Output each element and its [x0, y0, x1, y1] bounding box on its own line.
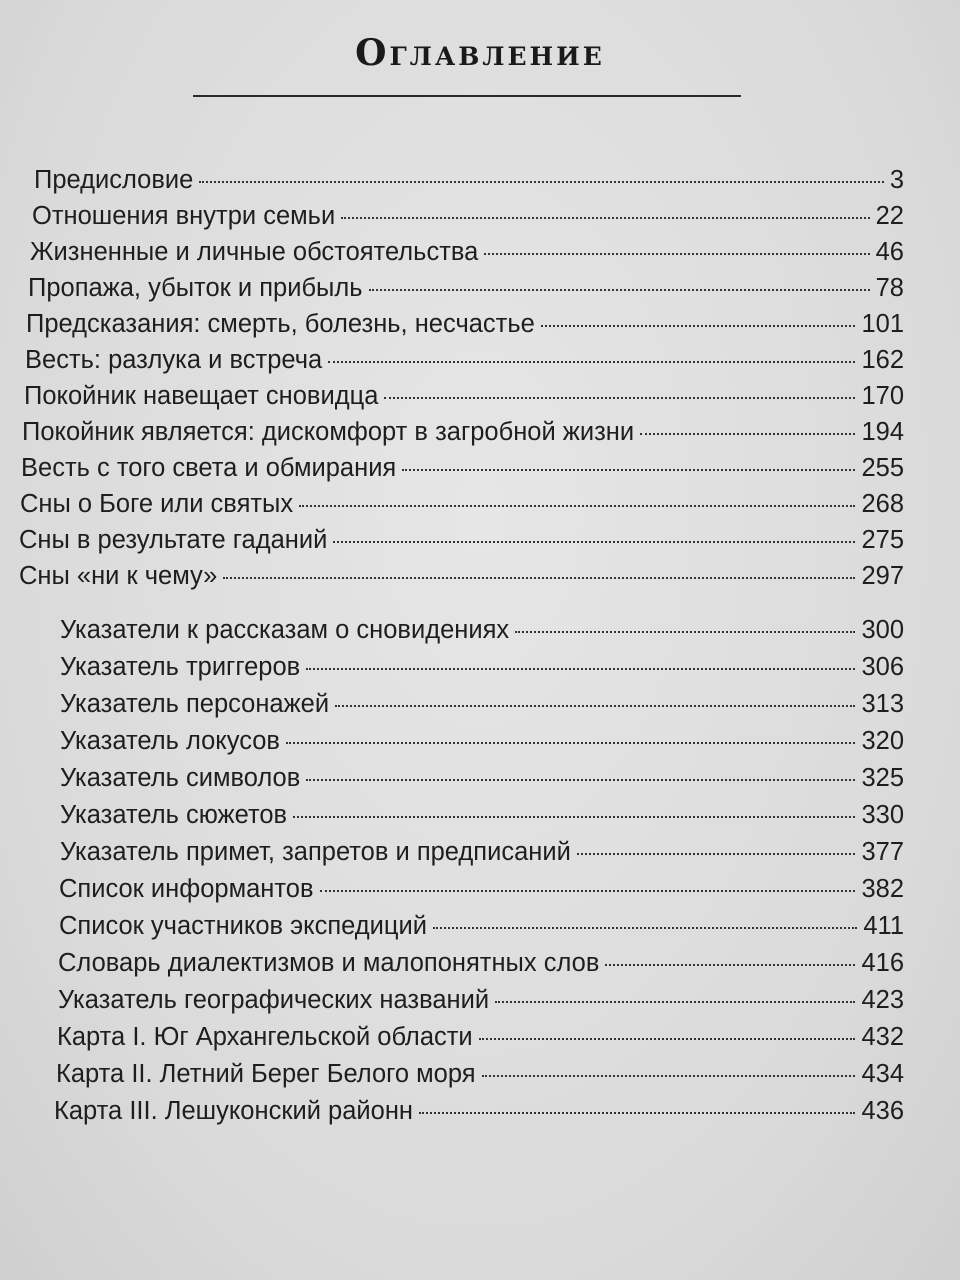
page-title: Оглавление — [355, 32, 605, 74]
dot-leader — [384, 397, 855, 399]
dot-leader — [223, 577, 855, 579]
toc-entry — [24, 382, 904, 418]
toc-appendix-entry — [60, 616, 904, 652]
toc-entry — [32, 202, 904, 238]
dot-leader — [495, 1001, 855, 1003]
toc-entry-label: Покойник навещает сновидца — [24, 382, 379, 410]
toc-entry-label: Отношения внутри семьи — [32, 202, 336, 230]
dot-leader — [640, 433, 855, 435]
dot-leader — [402, 469, 855, 471]
toc-appendix-entry — [57, 1023, 904, 1059]
toc-entry-label: Указатель символов — [60, 764, 301, 792]
toc-entry — [25, 346, 904, 382]
dot-leader — [433, 927, 857, 929]
dot-leader — [293, 816, 855, 818]
toc-entry-label: Карта III. Лешуконский районн — [54, 1097, 414, 1125]
toc-entry-page: 434 — [861, 1060, 904, 1088]
toc-entry-label: Сны в результате гаданий — [19, 526, 328, 554]
dot-leader — [541, 325, 856, 327]
toc-appendix-entry — [59, 875, 904, 911]
dot-leader — [341, 217, 869, 219]
toc-entry-page: 416 — [861, 949, 904, 977]
toc-entry-page: 377 — [861, 838, 904, 866]
toc-entry-label: Пропажа, убыток и прибыль — [28, 274, 363, 302]
toc-entry-label: Сны о Боге или святых — [20, 490, 294, 518]
dot-leader — [306, 779, 855, 781]
toc-entry-label: Указатель примет, запретов и предписаний — [60, 838, 571, 866]
dot-leader — [333, 541, 855, 543]
toc-entry-page: 436 — [861, 1097, 904, 1125]
toc-entry — [26, 310, 904, 346]
dot-leader — [335, 705, 855, 707]
toc-entry-page: 423 — [861, 986, 904, 1014]
dot-leader — [419, 1112, 855, 1114]
dot-leader — [328, 361, 855, 363]
toc-entry-label: Весть с того света и обмирания — [21, 454, 397, 482]
dot-leader — [369, 289, 870, 291]
toc-entry-page: 46 — [875, 238, 904, 266]
toc-entry-label: Сны «ни к чему» — [19, 562, 218, 590]
dot-leader — [199, 181, 883, 183]
title-rule — [193, 95, 741, 97]
toc-entry-label: Весть: разлука и встреча — [25, 346, 323, 374]
toc-appendix-entry — [60, 727, 904, 763]
toc-entry-label: Указатель локусов — [60, 727, 280, 755]
toc-entry-label: Словарь диалектизмов и малопонятных слов — [58, 949, 600, 977]
toc-entry-page: 101 — [861, 310, 904, 338]
toc-entry-page: 3 — [889, 166, 904, 194]
toc-appendix-entry — [60, 838, 904, 874]
dot-leader — [605, 964, 855, 966]
toc-entry-page: 297 — [861, 562, 904, 590]
toc-entry-label: Список информантов — [59, 875, 314, 903]
toc-entry-page: 194 — [861, 418, 904, 446]
toc-entry-page: 325 — [861, 764, 904, 792]
toc-entry-page: 320 — [861, 727, 904, 755]
toc-appendix-entry — [58, 949, 904, 985]
toc-entry-page: 78 — [875, 274, 904, 302]
toc-entry-label: Указатель персонажей — [60, 690, 330, 718]
dot-leader — [515, 631, 855, 633]
toc-entry-label: Покойник является: дискомфорт в загробной жизни — [22, 418, 635, 446]
toc-appendix-entry — [56, 1060, 904, 1096]
toc-entry-page: 300 — [861, 616, 904, 644]
toc-entry-page: 22 — [875, 202, 904, 230]
toc-entry — [21, 454, 904, 490]
toc-entry-label: Карта I. Юг Архангельской области — [57, 1023, 473, 1051]
dot-leader — [286, 742, 855, 744]
toc-entry-label: Жизненные и личные обстоятельства — [30, 238, 479, 266]
toc-entry-page: 411 — [863, 912, 904, 940]
toc-entry — [30, 238, 904, 274]
toc-entry-page: 382 — [861, 875, 904, 903]
toc-appendix-entry — [58, 986, 904, 1022]
toc-entry-page: 432 — [861, 1023, 904, 1051]
toc-appendix-entry — [60, 764, 904, 800]
toc-entry-page: 162 — [861, 346, 904, 374]
toc-entry — [19, 526, 904, 562]
toc-appendix-entry — [60, 801, 904, 837]
toc-entry-label: Карта II. Летний Берег Белого моря — [56, 1060, 476, 1088]
toc-entry — [28, 274, 904, 310]
dot-leader — [306, 668, 855, 670]
toc-appendix-entry — [54, 1097, 904, 1133]
dot-leader — [577, 853, 856, 855]
toc-entry-page: 170 — [861, 382, 904, 410]
toc-entry-label: Предисловие — [34, 166, 194, 194]
toc-entry-page: 268 — [861, 490, 904, 518]
toc-entry-label: Указатель сюжетов — [60, 801, 288, 829]
dot-leader — [479, 1038, 856, 1040]
toc-entry-page: 313 — [861, 690, 904, 718]
dot-leader — [320, 890, 856, 892]
dot-leader — [484, 253, 869, 255]
toc-entry-page: 306 — [861, 653, 904, 681]
toc-entry-label: Список участников экспедиций — [59, 912, 428, 940]
toc-entry-label: Предсказания: смерть, болезнь, несчастье — [26, 310, 535, 338]
toc-entry — [34, 166, 904, 202]
toc-entry-label: Указатели к рассказам о сновидениях — [60, 616, 510, 644]
toc-entry-page: 330 — [861, 801, 904, 829]
toc-appendix-entry — [60, 653, 904, 689]
toc-entry-page: 275 — [861, 526, 904, 554]
dot-leader — [299, 505, 855, 507]
toc-appendix-entry — [59, 912, 904, 948]
toc-entry-page: 255 — [861, 454, 904, 482]
dot-leader — [482, 1075, 856, 1077]
toc-entry — [20, 490, 904, 526]
toc-entry-label: Указатель триггеров — [60, 653, 301, 681]
toc-appendix-entry — [60, 690, 904, 726]
toc-entry — [19, 562, 904, 598]
toc-entry — [22, 418, 904, 454]
toc-entry-label: Указатель географических названий — [58, 986, 490, 1014]
